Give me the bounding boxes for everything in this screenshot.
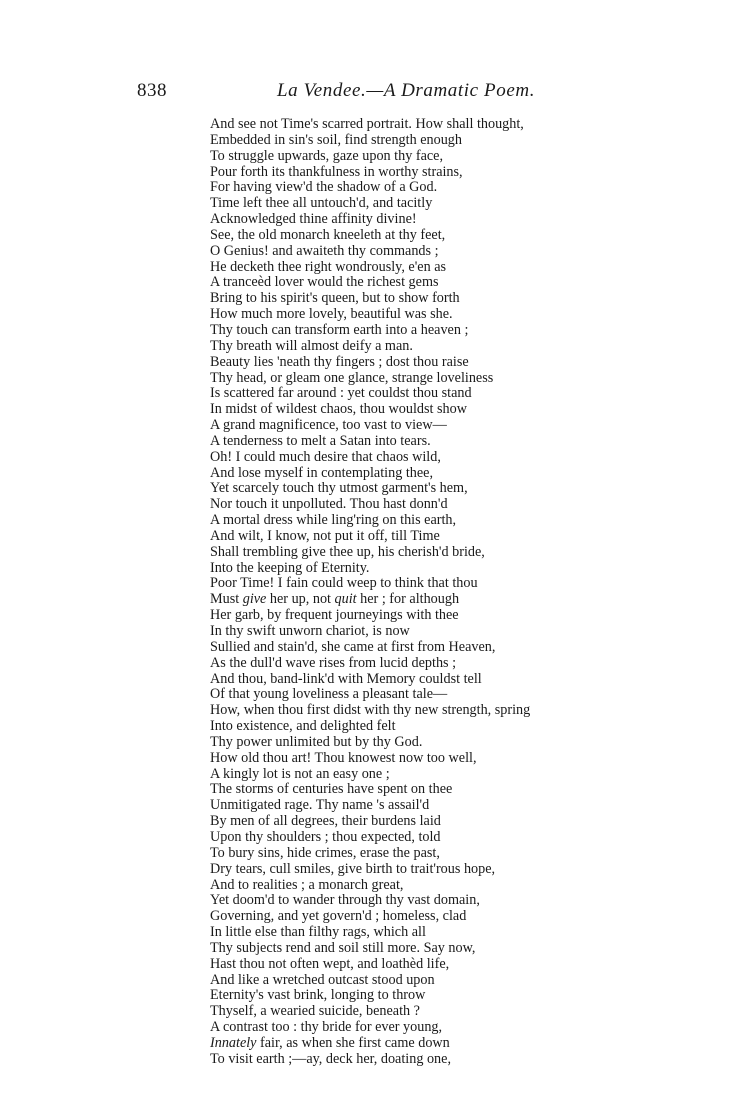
poem-line: Of that young loveliness a pleasant tale— <box>210 686 448 703</box>
poem-line: A contrast too : thy bride for ever young, <box>210 1019 443 1036</box>
poem-line: How much more lovely, beautiful was she. <box>210 306 453 323</box>
poem-line: Shall trembling give thee up, his cherish'd bride, <box>210 543 485 560</box>
poem-line: In midst of wildest chaos, thou wouldst show <box>210 401 467 418</box>
poem-line: Pour forth its thankfulness in worthy strains, <box>210 163 463 180</box>
poem-line: To bury sins, hide crimes, erase the past, <box>210 844 440 861</box>
poem-line: The storms of centuries have spent on thee <box>210 781 453 798</box>
poem-line: How, when thou first didst with thy new strength, spring <box>210 702 531 719</box>
poem-line: Is scattered far around : yet couldst thou stand <box>210 385 472 402</box>
poem-line: In little else than filthy rags, which all <box>210 924 426 941</box>
poem-line: Thy breath will almost deify a man. <box>210 337 413 354</box>
poem-line: Unmitigated rage. Thy name 's assail'd <box>210 797 430 814</box>
poem-line: Governing, and yet govern'd ; homeless, clad <box>210 908 467 925</box>
poem-line: Into the keeping of Eternity. <box>210 559 370 576</box>
page-header <box>137 80 697 106</box>
poem-line: A tenderness to melt a Satan into tears. <box>210 432 431 449</box>
poem-line: And to realities ; a monarch great, <box>210 876 404 893</box>
poem-line: A grand magnificence, too vast to view— <box>210 417 447 434</box>
poem-line: Yet doom'd to wander through thy vast domain, <box>210 892 480 909</box>
poem-line: A mortal dress while ling'ring on this earth, <box>210 512 457 529</box>
poem-line: Sullied and stain'd, she came at first from Heaven, <box>210 638 496 655</box>
poem-line: As the dull'd wave rises from lucid depths ; <box>210 654 457 671</box>
poem-line: By men of all degrees, their burdens laid <box>210 813 441 830</box>
poem-text <box>210 117 630 1068</box>
poem-line: See, the old monarch kneeleth at thy feet, <box>210 226 446 243</box>
poem-line: Poor Time! I fain could weep to think that thou <box>210 575 478 592</box>
poem-line: Into existence, and delighted felt <box>210 718 396 735</box>
poem-line: Thy head, or gleam one glance, strange loveliness <box>210 369 494 386</box>
poem-line: He decketh thee right wondrously, e'en as <box>210 258 447 275</box>
poem-line: Yet scarcely touch thy utmost garment's hem, <box>210 480 468 497</box>
page-number: 838 <box>137 80 167 101</box>
poem-line: Nor touch it unpolluted. Thou hast donn'd <box>210 496 448 513</box>
poem-line: Must give her up, not quit her ; for although <box>210 591 460 608</box>
poem-line: To struggle upwards, gaze upon thy face, <box>210 147 444 164</box>
poem-line: In thy swift unworn chariot, is now <box>210 623 410 639</box>
poem-line: Bring to his spirit's queen, but to show forth <box>210 290 460 307</box>
poem-line: Dry tears, cull smiles, give birth to trait'rous hope, <box>210 860 496 877</box>
running-title: La Vendee.—A Dramatic Poem. <box>277 80 536 101</box>
poem-line: Acknowledged thine affinity divine! <box>210 211 417 228</box>
poem-line: How old thou art! Thou knowest now too well, <box>210 749 477 766</box>
poem-line: Oh! I could much desire that chaos wild, <box>210 448 441 465</box>
poem-line: And wilt, I know, not put it off, till Time <box>210 527 440 544</box>
poem-line: Thy subjects rend and soil still more. Say now, <box>210 939 476 956</box>
poem-line: And see not Time's scarred portrait. How shall thought, <box>210 116 524 132</box>
poem-line: Beauty lies 'neath thy fingers ; dost thou raise <box>210 353 469 370</box>
poem-line: O Genius! and awaiteth thy commands ; <box>210 242 439 259</box>
poem-line: Innately fair, as when she first came down <box>210 1034 450 1051</box>
poem-line: Eternity's vast brink, longing to throw <box>210 987 426 1004</box>
poem-line: And thou, band-link'd with Memory couldst tell <box>210 670 482 687</box>
poem-line: Thyself, a wearied suicide, beneath ? <box>210 1003 420 1020</box>
poem-line: And like a wretched outcast stood upon <box>210 971 435 988</box>
poem-line: Embedded in sin's soil, find strength enough <box>210 131 462 148</box>
poem-line: Upon thy shoulders ; thou expected, told <box>210 828 441 845</box>
poem-line: Her garb, by frequent journeyings with thee <box>210 607 459 624</box>
poem-line: A tranceèd lover would the richest gems <box>210 274 439 291</box>
poem-line: To visit earth ;—ay, deck her, doating one, <box>210 1050 451 1067</box>
poem-line: Time left thee all untouch'd, and tacitly <box>210 195 433 212</box>
poem-line: Hast thou not often wept, and loathèd life, <box>210 955 450 972</box>
poem-line: And lose myself in contemplating thee, <box>210 464 434 481</box>
poem-line: A kingly lot is not an easy one ; <box>210 765 390 782</box>
poem-line: Thy power unlimited but by thy God. <box>210 733 423 750</box>
poem-line: Thy touch can transform earth into a heaven ; <box>210 321 469 338</box>
poem-line: For having view'd the shadow of a God. <box>210 179 438 196</box>
